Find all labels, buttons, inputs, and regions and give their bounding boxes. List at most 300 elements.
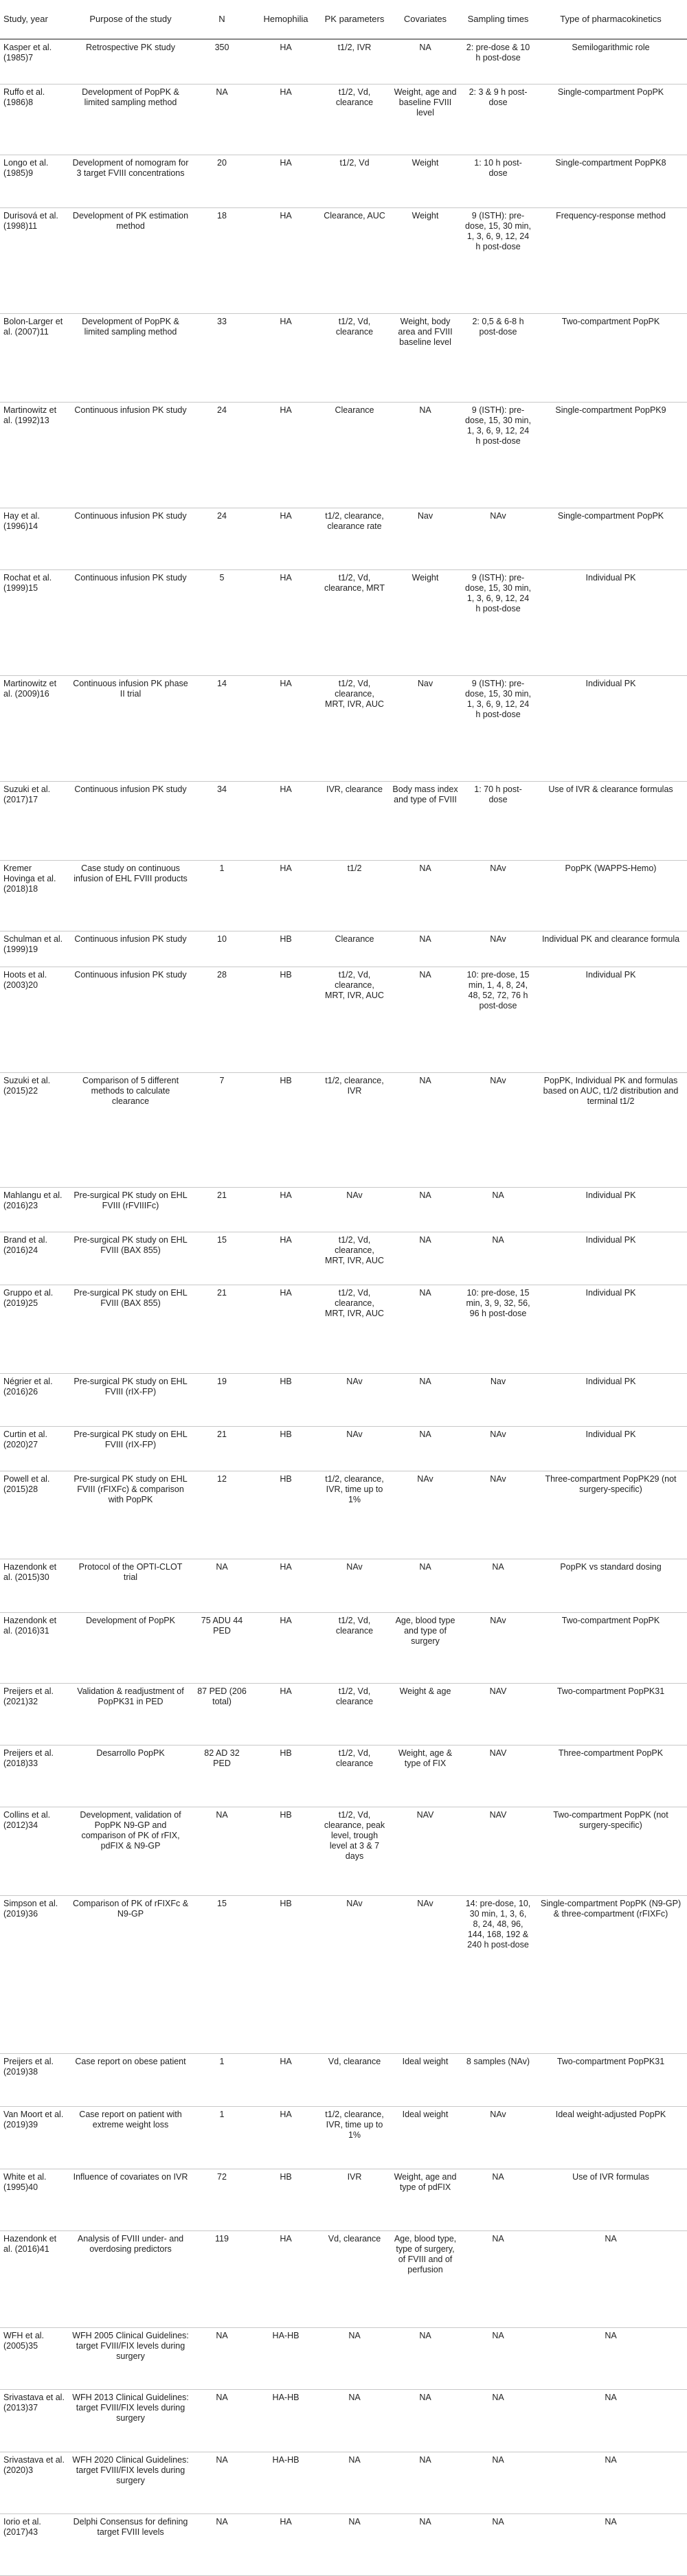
cell-pk-parameters: NAv bbox=[346, 1376, 363, 1386]
cell-sampling-times: 9 (ISTH): pre-dose, 15, 30 min, 1, 3, 6, 9, 12, 24 h post-dose bbox=[465, 572, 531, 613]
cell-covariates: Weight bbox=[412, 211, 439, 221]
cell-purpose: WFH 2005 Clinical Guidelines: target FVIII/FIX levels during surgery bbox=[72, 2331, 189, 2362]
table-row bbox=[0, 2328, 687, 2390]
cell-pk-parameters: NAv bbox=[346, 1562, 363, 1572]
cell-pk-parameters: t1/2, Vd, clearance, MRT bbox=[324, 572, 385, 593]
cell-pk-parameters: NA bbox=[348, 2331, 361, 2341]
table-row bbox=[0, 403, 687, 508]
cell-hemophilia: HB bbox=[280, 970, 292, 980]
cell-sampling-times: NAV bbox=[489, 1686, 507, 1696]
cell-n: 21 bbox=[217, 1288, 227, 1298]
header-hemophilia: Hemophilia bbox=[263, 14, 308, 24]
cell-hemophilia: HA bbox=[280, 2057, 292, 2067]
cell-hemophilia: HB bbox=[280, 1430, 292, 1440]
cell-hemophilia: HB bbox=[280, 1076, 292, 1086]
cell-pk-type: Individual PK and clearance formula bbox=[541, 934, 680, 945]
cell-study-year: White et al. (1995)40 bbox=[3, 2171, 47, 2192]
table-row bbox=[0, 1745, 687, 1807]
cell-covariates: NA bbox=[419, 2331, 431, 2341]
cell-study-year: Longo et al. (1985)9 bbox=[3, 157, 49, 178]
cell-sampling-times: 8 samples (NAv) bbox=[466, 2057, 530, 2067]
cell-pk-parameters: t1/2, clearance, IVR, time up to 1% bbox=[325, 2110, 384, 2140]
table-row bbox=[0, 40, 687, 84]
cell-purpose: Continuous infusion PK phase II trial bbox=[73, 678, 188, 699]
cell-hemophilia: HB bbox=[280, 1748, 292, 1758]
cell-purpose: Pre-surgical PK study on EHL FVIII (rIX-FP) bbox=[74, 1376, 188, 1397]
cell-purpose: Development of PopPK & limited sampling method bbox=[82, 87, 179, 107]
cell-study-year: Ruffo et al. (1986)8 bbox=[3, 87, 45, 107]
cell-study-year: Collins et al. (2012)34 bbox=[3, 1810, 51, 1831]
cell-pk-parameters: t1/2, clearance, IVR bbox=[325, 1076, 384, 1096]
cell-pk-type: Three-compartment PopPK bbox=[558, 1748, 664, 1758]
cell-purpose: Continuous infusion PK study bbox=[74, 572, 187, 583]
cell-study-year: Durisová et al. (1998)11 bbox=[3, 211, 58, 231]
table-row bbox=[0, 208, 687, 314]
cell-pk-type: Two-compartment PopPK31 bbox=[556, 1686, 665, 1696]
cell-purpose: Comparison of 5 different methods to calculate clearance bbox=[82, 1076, 179, 1107]
cell-sampling-times: 9 (ISTH): pre-dose, 15, 30 min, 1, 3, 6, 9, 12, 24 h post-dose bbox=[465, 405, 531, 446]
cell-n: 82 AD 32 PED bbox=[204, 1748, 240, 1768]
cell-pk-type: Individual PK bbox=[585, 970, 636, 980]
table-row bbox=[0, 1232, 687, 1285]
cell-n: 350 bbox=[214, 43, 229, 52]
table-row bbox=[0, 1807, 687, 1895]
cell-covariates: NAv bbox=[417, 1473, 433, 1484]
cell-n: 28 bbox=[217, 970, 227, 980]
cell-study-year: Hazendonk et al. (2016)41 bbox=[3, 2233, 57, 2254]
cell-study-year: Hazendonk et al. (2016)31 bbox=[3, 1615, 57, 1636]
cell-pk-parameters: t1/2, Vd, clearance bbox=[335, 87, 374, 107]
cell-pk-parameters: Clearance bbox=[335, 405, 374, 415]
cell-sampling-times: NAv bbox=[490, 1473, 506, 1484]
table-row bbox=[0, 1188, 687, 1232]
cell-purpose: Continuous infusion PK study bbox=[74, 784, 187, 794]
cell-pk-parameters: t1/2, clearance, IVR, time up to 1% bbox=[325, 1473, 384, 1504]
cell-study-year: Preijers et al. (2018)33 bbox=[3, 1748, 54, 1768]
cell-pk-type: Ideal weight-adjusted PopPK bbox=[555, 2110, 666, 2120]
header-pk-parameters: PK parameters bbox=[324, 14, 385, 24]
cell-sampling-times: NAV bbox=[489, 1748, 507, 1758]
cell-hemophilia: HA bbox=[280, 43, 292, 52]
cell-sampling-times: NA bbox=[492, 2393, 504, 2403]
cell-hemophilia: HA bbox=[280, 1288, 292, 1298]
table-row bbox=[0, 1896, 687, 2054]
cell-n: 10 bbox=[217, 934, 227, 945]
cell-covariates: Ideal weight bbox=[402, 2057, 449, 2067]
cell-pk-parameters: t1/2, Vd, clearance bbox=[335, 317, 374, 337]
cell-covariates: Body mass index and type of FVIII bbox=[392, 784, 458, 804]
cell-purpose: Case study on continuous infusion of EHL FVIII products bbox=[74, 863, 188, 884]
cell-pk-type: NA bbox=[605, 2233, 617, 2244]
cell-pk-type: Two-compartment PopPK bbox=[561, 1615, 660, 1625]
cell-pk-parameters: t1/2 bbox=[347, 863, 362, 874]
table-row bbox=[0, 931, 687, 967]
cell-n: 1 bbox=[219, 2110, 225, 2120]
table-row bbox=[0, 314, 687, 402]
cell-hemophilia: HB bbox=[280, 1810, 292, 1820]
cell-purpose: Development, validation of PopPK N9-GP and comparison of PK of rFIX, pdFIX & N9-GP bbox=[80, 1810, 181, 1851]
cell-covariates: Weight, age and type of pdFIX bbox=[394, 2171, 457, 2192]
cell-purpose: Development of PK estimation method bbox=[72, 211, 189, 231]
cell-pk-parameters: t1/2, Vd, clearance, MRT, IVR, AUC bbox=[325, 1234, 384, 1265]
cell-purpose: Development of nomogram for 3 target FVIII concentrations bbox=[72, 157, 189, 178]
cell-hemophilia: HA bbox=[280, 1190, 292, 1200]
cell-covariates: Nav bbox=[417, 510, 433, 521]
cell-pk-parameters: NAv bbox=[346, 1190, 363, 1200]
cell-n: 14 bbox=[217, 678, 227, 688]
cell-purpose: WFH 2013 Clinical Guidelines: target FVIII/FIX levels during surgery bbox=[72, 2393, 189, 2424]
cell-n: 1 bbox=[219, 863, 225, 874]
table-row bbox=[0, 1374, 687, 1427]
table-row bbox=[0, 570, 687, 676]
cell-pk-parameters: t1/2, Vd, clearance bbox=[335, 1748, 374, 1768]
table-row bbox=[0, 84, 687, 155]
cell-covariates: NA bbox=[419, 1234, 431, 1245]
cell-sampling-times: 2: pre-dose & 10 h post-dose bbox=[466, 43, 530, 63]
table-row bbox=[0, 1427, 687, 1471]
cell-sampling-times: NA bbox=[492, 1562, 504, 1572]
cell-hemophilia: HA-HB bbox=[272, 2393, 300, 2403]
cell-pk-parameters: t1/2, Vd, clearance bbox=[335, 1686, 374, 1706]
cell-n: 7 bbox=[219, 1076, 225, 1086]
cell-pk-type: NA bbox=[605, 2331, 617, 2341]
cell-pk-parameters: Vd, clearance bbox=[328, 2057, 381, 2067]
cell-pk-type: Individual PK bbox=[585, 572, 636, 583]
cell-covariates: Age, blood type, type of surgery, of FVIII and of perfusion bbox=[394, 2233, 457, 2274]
cell-sampling-times: 1: 70 h post-dose bbox=[474, 784, 522, 804]
cell-hemophilia: HB bbox=[280, 934, 292, 945]
cell-covariates: Nav bbox=[417, 678, 433, 688]
cell-n: 20 bbox=[217, 157, 227, 168]
cell-pk-type: Single-compartment PopPK (N9-GP) & three-compartment (rFIXFc) bbox=[540, 1898, 682, 1919]
cell-sampling-times: NAv bbox=[490, 2110, 506, 2120]
cell-hemophilia: HA bbox=[280, 317, 292, 327]
cell-sampling-times: 9 (ISTH): pre-dose, 15, 30 min, 1, 3, 6, 9, 12, 24 h post-dose bbox=[465, 678, 531, 719]
cell-sampling-times: NAv bbox=[490, 1430, 506, 1440]
cell-purpose: Continuous infusion PK study bbox=[74, 934, 187, 945]
cell-pk-type: Individual PK bbox=[585, 1234, 636, 1245]
cell-pk-type: NA bbox=[605, 2516, 617, 2527]
cell-pk-parameters: NAv bbox=[346, 1430, 363, 1440]
cell-covariates: Weight, body area and FVIII baseline level bbox=[398, 317, 453, 348]
table-header-row bbox=[0, 0, 687, 40]
cell-sampling-times: NA bbox=[492, 2454, 504, 2465]
cell-sampling-times: NAV bbox=[489, 1810, 507, 1820]
cell-n: 18 bbox=[217, 211, 227, 221]
cell-covariates: NA bbox=[419, 2454, 431, 2465]
cell-sampling-times: NAv bbox=[490, 1615, 506, 1625]
cell-purpose: WFH 2020 Clinical Guidelines: target FVIII/FIX levels during surgery bbox=[72, 2454, 189, 2485]
cell-purpose: Comparison of PK of rFIXFc & N9-GP bbox=[72, 1898, 189, 1919]
header-n: N bbox=[218, 14, 225, 24]
cell-covariates: NA bbox=[419, 405, 431, 415]
table-row bbox=[0, 1471, 687, 1559]
cell-pk-parameters: IVR bbox=[347, 2171, 362, 2182]
cell-pk-type: PopPK (WAPPS-Hemo) bbox=[565, 863, 657, 874]
cell-pk-type: Semilogarithmic role bbox=[572, 43, 650, 52]
cell-purpose: Continuous infusion PK study bbox=[74, 510, 187, 521]
cell-purpose: Retrospective PK study bbox=[86, 43, 175, 52]
cell-pk-type: NA bbox=[605, 2454, 617, 2465]
cell-n: NA bbox=[216, 1562, 228, 1572]
cell-n: 72 bbox=[217, 2171, 227, 2182]
cell-sampling-times: NA bbox=[492, 2233, 504, 2244]
table-row bbox=[0, 2514, 687, 2576]
cell-hemophilia: HA bbox=[280, 2516, 292, 2527]
cell-hemophilia: HA bbox=[280, 2110, 292, 2120]
cell-purpose: Case report on patient with extreme weight loss bbox=[79, 2110, 182, 2130]
cell-pk-type: Use of IVR formulas bbox=[572, 2171, 649, 2182]
cell-hemophilia: HA bbox=[280, 211, 292, 221]
cell-hemophilia: HA bbox=[280, 157, 292, 168]
cell-n: 87 PED (206 total) bbox=[197, 1686, 247, 1706]
cell-n: 34 bbox=[217, 784, 227, 794]
header-study-year: Study, year bbox=[3, 14, 48, 24]
table-row bbox=[0, 2452, 687, 2514]
cell-purpose: Pre-surgical PK study on EHL FVIII (BAX 855) bbox=[74, 1234, 188, 1255]
table-row bbox=[0, 2107, 687, 2169]
cell-covariates: Weight, age & type of FIX bbox=[398, 1748, 453, 1768]
cell-covariates: NA bbox=[419, 970, 431, 980]
cell-n: NA bbox=[216, 2454, 228, 2465]
cell-hemophilia: HB bbox=[280, 2171, 292, 2182]
cell-n: 24 bbox=[217, 405, 227, 415]
cell-covariates: NA bbox=[419, 2393, 431, 2403]
cell-n: 5 bbox=[219, 572, 225, 583]
cell-pk-parameters: t1/2, clearance, clearance rate bbox=[325, 510, 384, 531]
table-row bbox=[0, 2054, 687, 2107]
cell-covariates: NA bbox=[419, 1376, 431, 1386]
cell-pk-parameters: Clearance bbox=[335, 934, 374, 945]
cell-sampling-times: NAv bbox=[490, 863, 506, 874]
cell-study-year: Powell et al. (2015)28 bbox=[3, 1473, 50, 1494]
cell-sampling-times: NA bbox=[492, 1190, 504, 1200]
cell-covariates: NA bbox=[419, 2516, 431, 2527]
cell-purpose: Development of PopPK bbox=[86, 1615, 175, 1625]
cell-n: 19 bbox=[217, 1376, 227, 1386]
cell-study-year: Suzuki et al. (2017)17 bbox=[3, 784, 51, 804]
cell-sampling-times: 10: pre-dose, 15 min, 3, 9, 32, 56, 96 h post-dose bbox=[466, 1288, 530, 1319]
cell-covariates: NA bbox=[419, 1430, 431, 1440]
table-row bbox=[0, 2231, 687, 2328]
table-body bbox=[0, 40, 687, 2576]
cell-study-year: Rochat et al. (1999)15 bbox=[3, 572, 52, 593]
cell-purpose: Influence of covariates on IVR bbox=[73, 2171, 188, 2182]
cell-purpose: Pre-surgical PK study on EHL FVIII (BAX 855) bbox=[74, 1288, 188, 1309]
cell-sampling-times: NAv bbox=[490, 510, 506, 521]
cell-purpose: Pre-surgical PK study on EHL FVIII (rFIXFc) & comparison with PopPK bbox=[74, 1473, 188, 1504]
cell-n: 33 bbox=[217, 317, 227, 327]
cell-pk-parameters: NA bbox=[348, 2516, 361, 2527]
cell-purpose: Continuous infusion PK study bbox=[74, 970, 187, 980]
cell-pk-parameters: t1/2, IVR bbox=[337, 43, 372, 52]
cell-sampling-times: 9 (ISTH): pre-dose, 15, 30 min, 1, 3, 6, 9, 12, 24 h post-dose bbox=[465, 211, 531, 252]
cell-pk-type: Individual PK bbox=[585, 1190, 636, 1200]
cell-study-year: WFH et al. (2005)35 bbox=[3, 2331, 45, 2351]
cell-pk-parameters: t1/2, Vd bbox=[339, 157, 370, 168]
cell-hemophilia: HA bbox=[280, 405, 292, 415]
table-row bbox=[0, 2390, 687, 2452]
table-row bbox=[0, 1684, 687, 1745]
cell-n: 75 ADU 44 PED bbox=[201, 1615, 243, 1636]
cell-covariates: Ideal weight bbox=[402, 2110, 449, 2120]
cell-pk-parameters: t1/2, Vd, clearance, MRT, IVR, AUC bbox=[325, 678, 384, 709]
cell-study-year: Curtin et al. (2020)27 bbox=[3, 1430, 47, 1450]
table-row bbox=[0, 861, 687, 931]
cell-hemophilia: HB bbox=[280, 1898, 292, 1908]
cell-study-year: Preijers et al. (2019)38 bbox=[3, 2057, 54, 2077]
cell-hemophilia: HA bbox=[280, 572, 292, 583]
cell-n: 24 bbox=[217, 510, 227, 521]
cell-study-year: Schulman et al. (1999)19 bbox=[3, 934, 63, 955]
cell-n: 15 bbox=[217, 1234, 227, 1245]
cell-hemophilia: HA-HB bbox=[272, 2331, 300, 2341]
cell-covariates: Weight, age and baseline FVIII level bbox=[394, 87, 457, 117]
cell-covariates: NA bbox=[419, 43, 431, 52]
cell-n: NA bbox=[216, 87, 228, 97]
header-covariates: Covariates bbox=[403, 14, 447, 24]
header-sampling-times: Sampling times bbox=[467, 14, 529, 24]
cell-study-year: Iorio et al. (2017)43 bbox=[3, 2516, 41, 2537]
cell-pk-type: Two-compartment PopPK31 bbox=[556, 2057, 665, 2067]
cell-sampling-times: 10: pre-dose, 15 min, 1, 4, 8, 24, 48, 52, 72, 76 h post-dose bbox=[466, 970, 530, 1011]
cell-covariates: Weight bbox=[412, 572, 439, 583]
cell-study-year: Brand et al. (2016)24 bbox=[3, 1234, 47, 1255]
cell-purpose: Desarrollo PopPK bbox=[96, 1748, 165, 1758]
cell-n: 1 bbox=[219, 2057, 225, 2067]
cell-study-year: Négrier et al. (2016)26 bbox=[3, 1376, 53, 1397]
cell-pk-type: Two-compartment PopPK (not surgery-specific) bbox=[553, 1810, 668, 1831]
cell-purpose: Case report on obese patient bbox=[75, 2057, 186, 2067]
cell-pk-parameters: Vd, clearance bbox=[328, 2233, 381, 2244]
cell-hemophilia: HA bbox=[280, 1234, 292, 1245]
cell-pk-type: NA bbox=[605, 2393, 617, 2403]
cell-pk-type: PopPK, Individual PK and formulas based on AUC, t1/2 distribution and terminal t1/2 bbox=[543, 1076, 679, 1107]
cell-hemophilia: HA bbox=[280, 2233, 292, 2244]
cell-study-year: Bolon-Larger et al. (2007)11 bbox=[3, 317, 63, 337]
cell-sampling-times: 14: pre-dose, 10, 30 min, 1, 3, 6, 8, 24, 48, 96, 144, 168, 192 & 240 h post-dose bbox=[465, 1898, 531, 1950]
cell-pk-type: Single-compartment PopPK bbox=[557, 87, 664, 97]
cell-purpose: Development of PopPK & limited sampling method bbox=[82, 317, 179, 337]
cell-pk-parameters: IVR, clearance bbox=[326, 784, 383, 794]
cell-sampling-times: NAv bbox=[490, 1076, 506, 1086]
cell-hemophilia: HB bbox=[280, 1473, 292, 1484]
cell-study-year: Kasper et al. (1985)7 bbox=[3, 43, 52, 63]
cell-sampling-times: Nav bbox=[490, 1376, 506, 1386]
header-purpose: Purpose of the study bbox=[89, 14, 172, 24]
table-row bbox=[0, 155, 687, 208]
cell-pk-parameters: t1/2, Vd, clearance, MRT, IVR, AUC bbox=[325, 1288, 384, 1319]
table-row bbox=[0, 2169, 687, 2231]
table-row bbox=[0, 1073, 687, 1188]
cell-covariates: NA bbox=[419, 1288, 431, 1298]
cell-n: 21 bbox=[217, 1430, 227, 1440]
cell-pk-parameters: t1/2, Vd, clearance, MRT, IVR, AUC bbox=[325, 970, 384, 1001]
cell-hemophilia: HA bbox=[280, 678, 292, 688]
cell-sampling-times: NA bbox=[492, 2331, 504, 2341]
cell-sampling-times: 1: 10 h post-dose bbox=[474, 157, 522, 178]
cell-pk-type: Single-compartment PopPK8 bbox=[555, 157, 666, 168]
cell-purpose: Continuous infusion PK study bbox=[74, 405, 187, 415]
cell-study-year: Hazendonk et al. (2015)30 bbox=[3, 1562, 57, 1583]
cell-study-year: Srivastava et al. (2013)37 bbox=[3, 2393, 65, 2413]
cell-sampling-times: NA bbox=[492, 2516, 504, 2527]
cell-hemophilia: HB bbox=[280, 1376, 292, 1386]
cell-pk-parameters: NAv bbox=[346, 1898, 363, 1908]
cell-pk-type: Individual PK bbox=[585, 1430, 636, 1440]
cell-hemophilia: HA bbox=[280, 1615, 292, 1625]
cell-hemophilia: HA bbox=[280, 87, 292, 97]
header-pk-type: Type of pharmacokinetics bbox=[560, 14, 662, 24]
cell-purpose: Validation & readjustment of PopPK31 in PED bbox=[77, 1686, 184, 1706]
cell-pk-type: Frequency-response method bbox=[556, 211, 666, 221]
table-row bbox=[0, 1613, 687, 1684]
cell-hemophilia: HA bbox=[280, 510, 292, 521]
cell-covariates: NAV bbox=[416, 1810, 434, 1820]
table-row bbox=[0, 1285, 687, 1373]
cell-study-year: Hay et al. (1996)14 bbox=[3, 510, 40, 531]
cell-pk-type: Individual PK bbox=[585, 1288, 636, 1298]
cell-study-year: Mahlangu et al. (2016)23 bbox=[3, 1190, 63, 1210]
cell-study-year: Simpson et al. (2019)36 bbox=[3, 1898, 58, 1919]
cell-study-year: Hoots et al. (2003)20 bbox=[3, 970, 47, 991]
cell-pk-parameters: NA bbox=[348, 2393, 361, 2403]
cell-hemophilia: HA bbox=[280, 1686, 292, 1696]
cell-pk-parameters: t1/2, Vd, clearance, peak level, trough level at 3 & 7 days bbox=[324, 1810, 385, 1862]
cell-sampling-times: NA bbox=[492, 1234, 504, 1245]
cell-hemophilia: HA-HB bbox=[272, 2454, 300, 2465]
cell-n: 12 bbox=[217, 1473, 227, 1484]
cell-sampling-times: NA bbox=[492, 2171, 504, 2182]
cell-pk-parameters: t1/2, Vd, clearance bbox=[335, 1615, 374, 1636]
cell-covariates: Weight & age bbox=[399, 1686, 451, 1696]
table-row bbox=[0, 1559, 687, 1612]
cell-pk-parameters: NA bbox=[348, 2454, 361, 2465]
cell-covariates: Age, blood type and type of surgery bbox=[395, 1615, 455, 1646]
cell-pk-type: PopPK vs standard dosing bbox=[560, 1562, 662, 1572]
cell-n: NA bbox=[216, 2516, 228, 2527]
cell-covariates: NA bbox=[419, 863, 431, 874]
cell-pk-type: Individual PK bbox=[585, 1376, 636, 1386]
cell-study-year: Preijers et al. (2021)32 bbox=[3, 1686, 54, 1706]
table-row bbox=[0, 967, 687, 1073]
table-row bbox=[0, 676, 687, 782]
cell-purpose: Pre-surgical PK study on EHL FVIII (rFVIIIFc) bbox=[74, 1190, 188, 1210]
table-row bbox=[0, 782, 687, 861]
cell-pk-type: Individual PK bbox=[585, 678, 636, 688]
cell-study-year: Martinowitz et al. (2009)16 bbox=[3, 678, 57, 699]
cell-purpose: Analysis of FVIII under- and overdosing predictors bbox=[77, 2233, 184, 2254]
cell-study-year: Suzuki et al. (2015)22 bbox=[3, 1076, 51, 1096]
cell-covariates: NA bbox=[419, 1076, 431, 1086]
cell-covariates: NA bbox=[419, 1190, 431, 1200]
cell-purpose: Delphi Consensus for defining target FVIII levels bbox=[73, 2516, 188, 2537]
cell-pk-type: Use of IVR & clearance formulas bbox=[548, 784, 673, 794]
cell-n: NA bbox=[216, 2393, 228, 2403]
cell-sampling-times: 2: 3 & 9 h post-dose bbox=[469, 87, 528, 107]
cell-n: NA bbox=[216, 2331, 228, 2341]
cell-study-year: Gruppo et al. (2019)25 bbox=[3, 1288, 54, 1309]
cell-covariates: NA bbox=[419, 1562, 431, 1572]
cell-purpose: Pre-surgical PK study on EHL FVIII (rIX-FP) bbox=[74, 1430, 188, 1450]
cell-study-year: Srivastava et al. (2020)3 bbox=[3, 2454, 65, 2475]
cell-covariates: NAv bbox=[417, 1898, 433, 1908]
cell-hemophilia: HA bbox=[280, 1562, 292, 1572]
cell-n: 15 bbox=[217, 1898, 227, 1908]
table-row bbox=[0, 508, 687, 570]
cell-pk-type: Single-compartment PopPK9 bbox=[555, 405, 666, 415]
cell-pk-type: Three-compartment PopPK29 (not surgery-specific) bbox=[545, 1473, 677, 1494]
